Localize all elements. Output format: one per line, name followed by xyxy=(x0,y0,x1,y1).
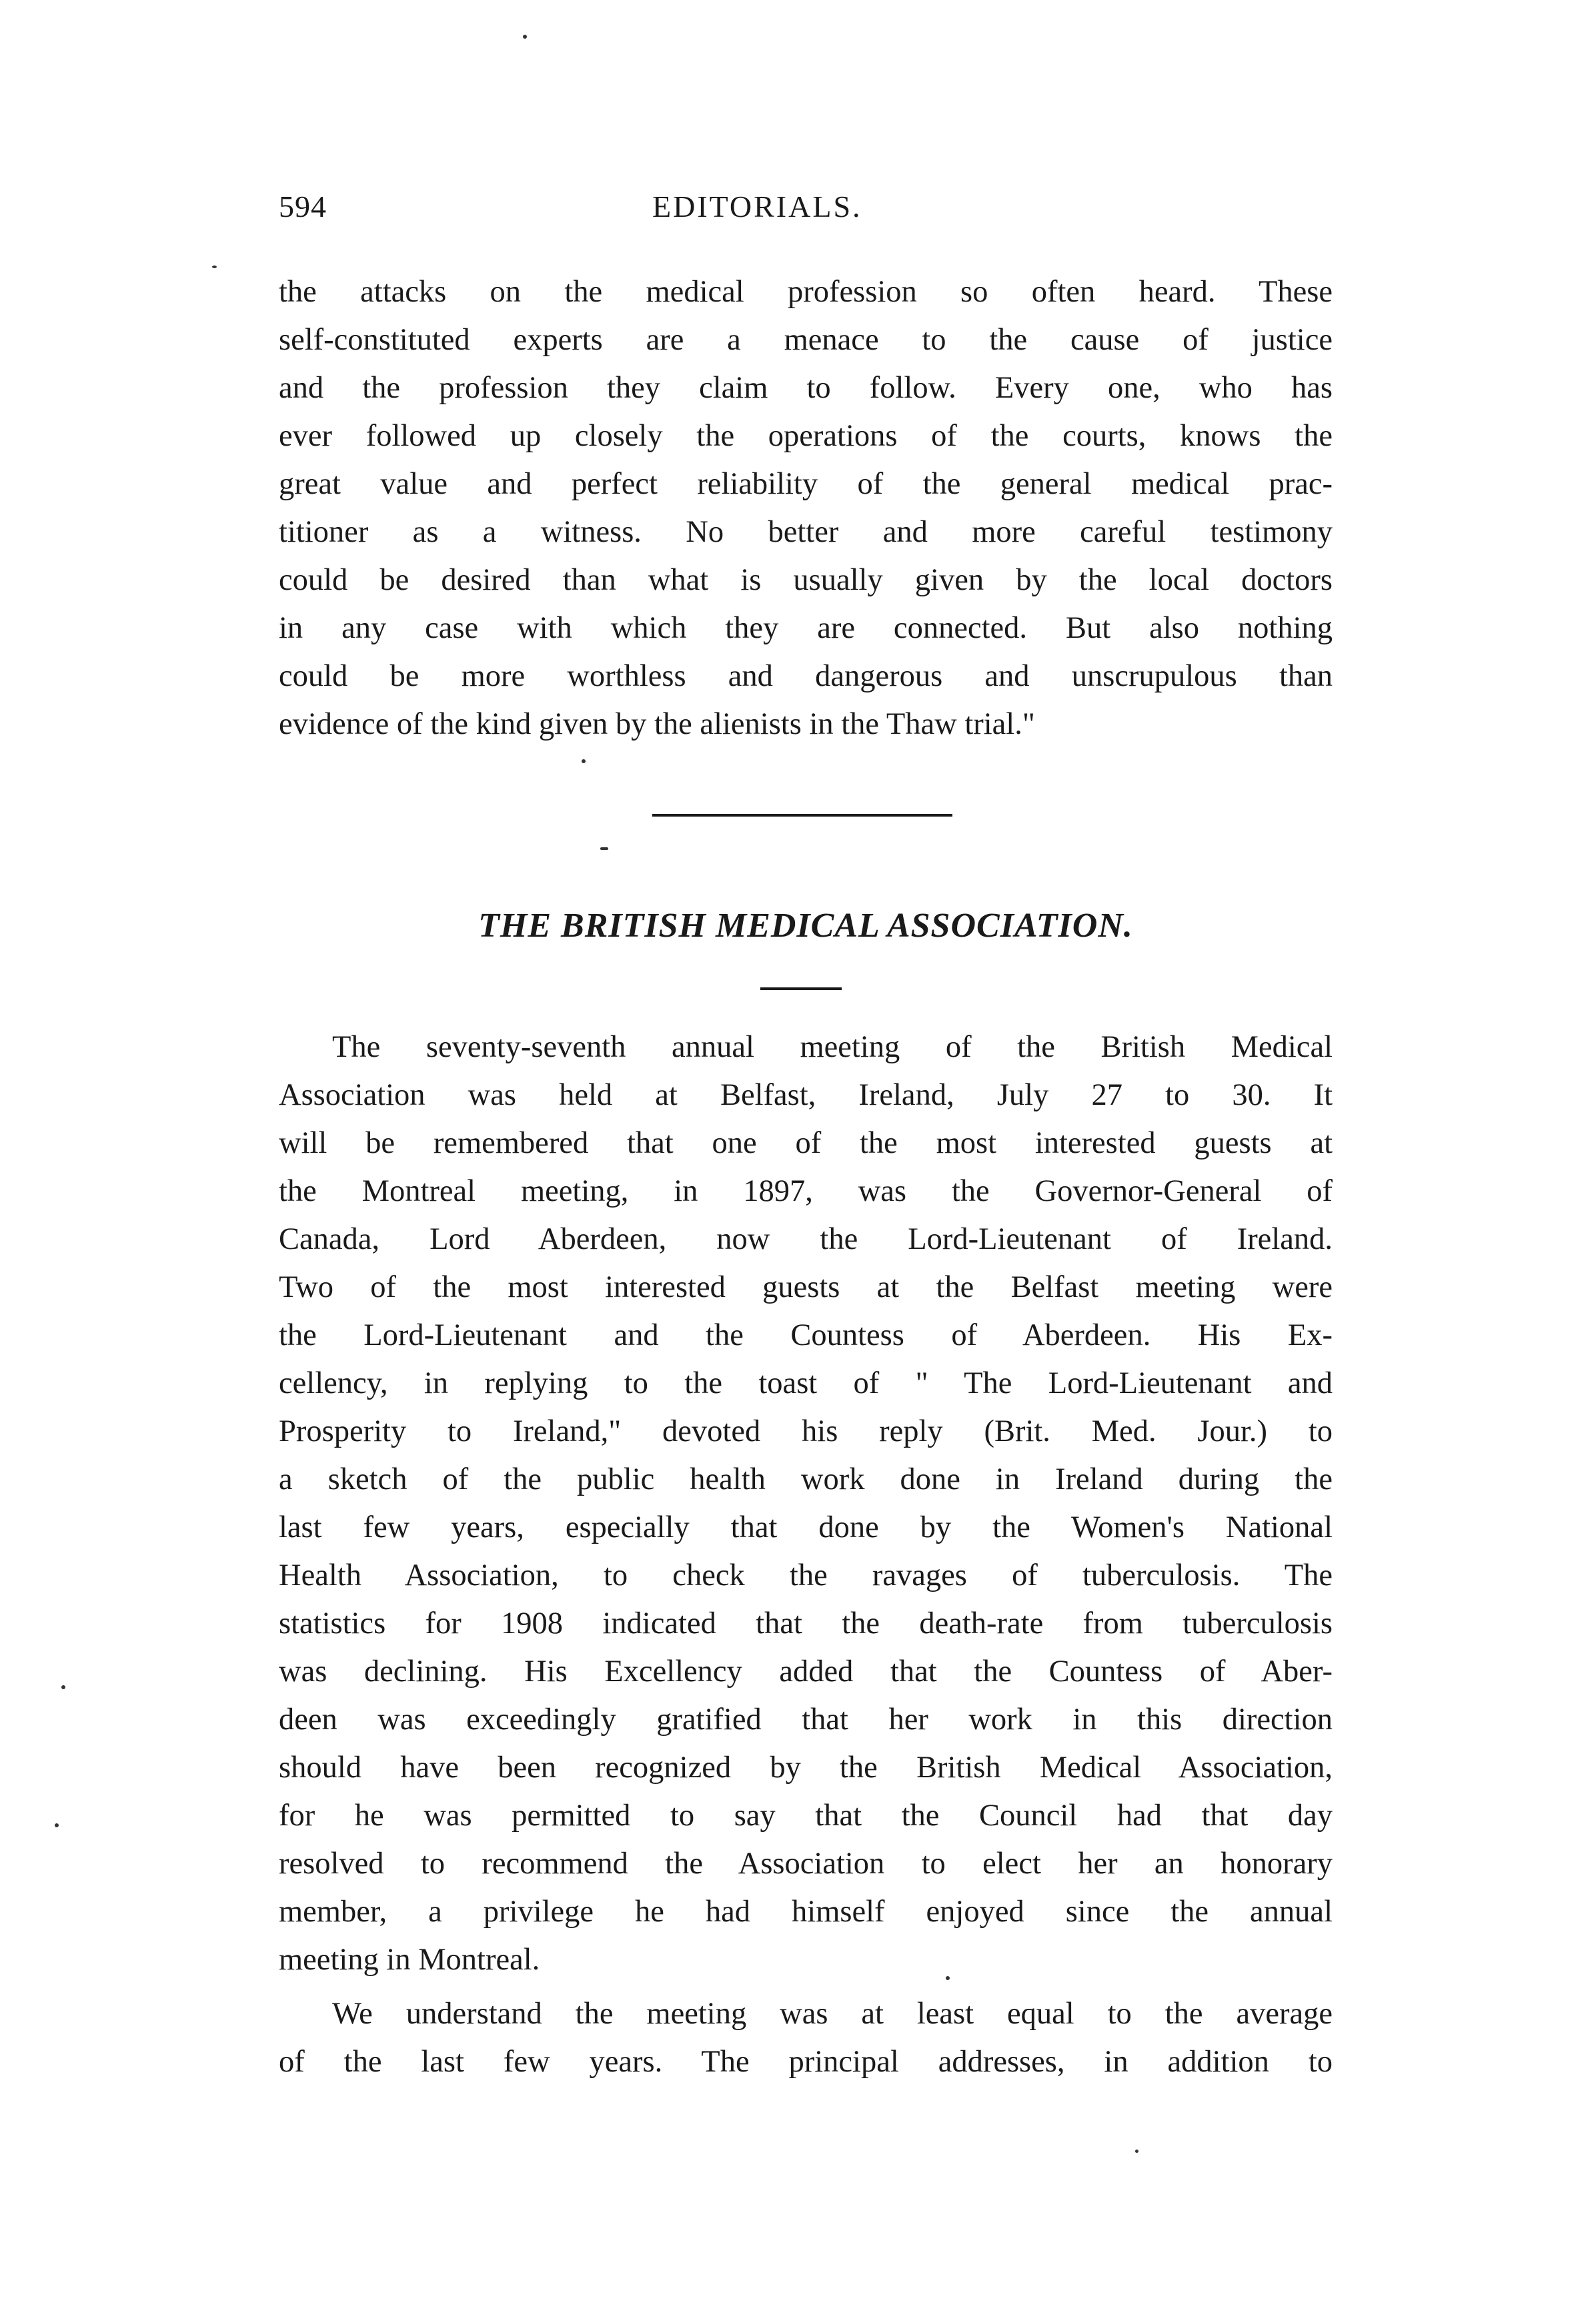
text-line: resolved to recommend the Association to elect her an honorary xyxy=(279,1847,1333,1881)
ink-speck xyxy=(600,847,608,850)
text-line: was declining. His Excellency added that the Countess of Aber- xyxy=(279,1655,1333,1689)
text-line: Prosperity to Ireland," devoted his reply (Brit. Med. Jour.) to xyxy=(279,1414,1333,1448)
title-underline-rule xyxy=(760,987,842,990)
text-line: Health Association, to check the ravages of tuberculosis. The xyxy=(279,1558,1333,1592)
section-title: THE BRITISH MEDICAL ASSOCIATION. xyxy=(478,907,1133,945)
text-line: great value and perfect reliability of the general medical prac- xyxy=(279,467,1333,501)
page-number: 594 xyxy=(279,189,327,223)
text-line: could be more worthless and dangerous and unscrupulous than xyxy=(279,659,1333,693)
text-line: a sketch of the public health work done in Ireland during the xyxy=(279,1462,1333,1496)
text-line: Two of the most interested guests at the Belfast meeting were xyxy=(279,1270,1333,1304)
text-line: statistics for 1908 indicated that the death-rate from tuberculosis xyxy=(279,1606,1333,1641)
section-paragraph-2 xyxy=(279,1990,1333,2086)
text-line: titioner as a witness. No better and more careful testimony xyxy=(279,515,1333,549)
continued-paragraph xyxy=(279,268,1333,749)
text-line: evidence of the kind given by the alienists in the Thaw trial." xyxy=(279,707,1035,741)
ink-speck xyxy=(55,1823,59,1827)
text-line: We understand the meeting was at least equal to the average xyxy=(332,1997,1333,2031)
text-line: Canada, Lord Aberdeen, now the Lord-Lieutenant of Ireland. xyxy=(279,1222,1333,1256)
text-line: the Montreal meeting, in 1897, was the Governor-General of xyxy=(279,1174,1333,1208)
running-head: EDITORIALS. xyxy=(652,189,862,223)
text-line: member, a privilege he had himself enjoyed since the annual xyxy=(279,1895,1333,1929)
ink-speck xyxy=(61,1685,65,1689)
text-line: ever followed up closely the operations of the courts, knows the xyxy=(279,419,1333,453)
text-line: of the last few years. The principal addresses, in addition to xyxy=(279,2045,1333,2079)
section-paragraph-1 xyxy=(279,1023,1333,1984)
text-line: and the profession they claim to follow. Every one, who has xyxy=(279,371,1333,405)
text-line: self-constituted experts are a menace to the cause of justice xyxy=(279,323,1333,357)
text-line: last few years, especially that done by the Women's National xyxy=(279,1510,1333,1544)
ink-speck xyxy=(1135,2150,1138,2153)
section-divider-rule xyxy=(652,814,952,817)
text-line: cellency, in replying to the toast of " The Lord-Lieutenant and xyxy=(279,1366,1333,1400)
text-line: Association was held at Belfast, Ireland, July 27 to 30. It xyxy=(279,1078,1333,1112)
text-line: for he was permitted to say that the Council had that day xyxy=(279,1799,1333,1833)
text-line: The seventy-seventh annual meeting of the British Medical xyxy=(332,1030,1333,1064)
text-line: meeting in Montreal. xyxy=(279,1943,540,1977)
ink-speck xyxy=(212,266,217,268)
text-line: should have been recognized by the British Medical Association, xyxy=(279,1751,1333,1785)
text-line: in any case with which they are connected. But also nothing xyxy=(279,611,1333,645)
text-line: could be desired than what is usually given by the local doctors xyxy=(279,563,1333,597)
page-header xyxy=(279,189,1333,236)
text-line: the Lord-Lieutenant and the Countess of Aberdeen. His Ex- xyxy=(279,1318,1333,1352)
text-line: deen was exceedingly gratified that her work in this direction xyxy=(279,1703,1333,1737)
ink-speck xyxy=(523,35,527,39)
text-line: will be remembered that one of the most interested guests at xyxy=(279,1126,1333,1160)
text-line: the attacks on the medical profession so often heard. These xyxy=(279,275,1333,309)
ink-speck xyxy=(946,1976,950,1980)
ink-speck xyxy=(582,759,586,763)
